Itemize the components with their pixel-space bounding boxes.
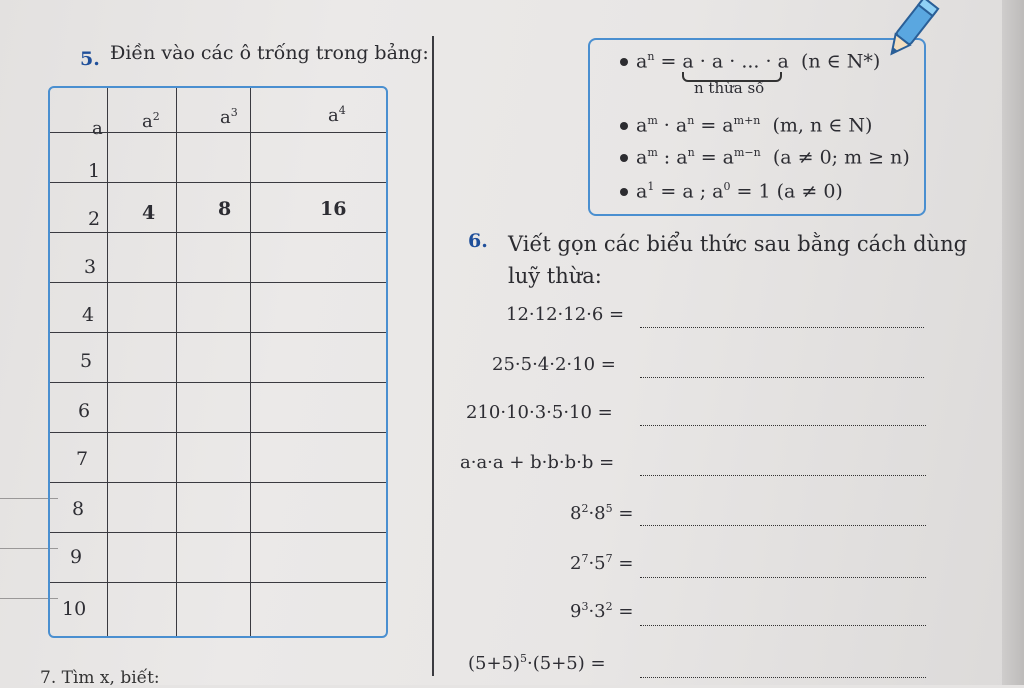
expression-4: a·a·a + b·b·b·b = bbox=[460, 452, 615, 473]
answer-blank[interactable] bbox=[640, 576, 926, 578]
table-row bbox=[50, 432, 386, 483]
row-a-value: 6 bbox=[78, 400, 91, 422]
expression-7: $9^3\cdot 3^2$ = bbox=[570, 600, 634, 622]
row-a-value: 9 bbox=[70, 546, 83, 568]
pencil-icon bbox=[870, 0, 940, 70]
formula-power-definition: $a^n = a \cdot a$ · ... · a (n ∈ N*) bbox=[620, 50, 880, 72]
expression-6: $2^7\cdot 5^7$ = bbox=[570, 552, 634, 574]
column-divider bbox=[432, 36, 434, 676]
page-edge bbox=[1002, 0, 1024, 685]
exercise5-number: 5. bbox=[80, 48, 100, 70]
row-a-value: 3 bbox=[84, 256, 97, 278]
row-a-value: 4 bbox=[82, 304, 95, 326]
row-a-value: 1 bbox=[88, 160, 101, 182]
table-row bbox=[50, 532, 386, 583]
row-a-value: 5 bbox=[80, 350, 93, 372]
row-a-value: 8 bbox=[72, 498, 85, 520]
answer-blank[interactable] bbox=[640, 376, 924, 378]
header-a3: $a^3$ bbox=[220, 106, 238, 128]
cell-a3: 8 bbox=[218, 198, 232, 220]
row-a-value: 10 bbox=[62, 598, 87, 620]
table-row bbox=[50, 482, 386, 533]
formula-product-rule: $a^m \cdot a^n = a^{m+n}$ (m, n ∈ N) bbox=[620, 114, 872, 136]
cell-a2: 4 bbox=[142, 202, 156, 224]
bullet-icon bbox=[620, 58, 628, 66]
header-a4: $a^4$ bbox=[328, 104, 346, 126]
bullet-icon bbox=[620, 188, 628, 196]
answer-blank[interactable] bbox=[640, 524, 926, 526]
table-row bbox=[50, 232, 386, 283]
exercise7-fragment: 7. Tìm x, biết: bbox=[40, 668, 160, 688]
table-row bbox=[50, 132, 386, 183]
answer-blank[interactable] bbox=[640, 676, 926, 678]
header-a2: $a^2$ bbox=[142, 110, 160, 132]
expression-3: 210·10·3·5·10 = bbox=[466, 402, 613, 423]
table-row bbox=[50, 382, 386, 433]
expression-2: 25·5·4·2·10 = bbox=[492, 354, 616, 375]
answer-blank[interactable] bbox=[640, 326, 924, 328]
expression-8: $(5+5)^5\cdot(5+5)$ = bbox=[468, 652, 606, 674]
table-row bbox=[50, 282, 386, 333]
powers-table bbox=[48, 86, 388, 638]
formula-quotient-rule: $a^m$ : $a^n = a^{m-n}$ (a ≠ 0; m ≥ n) bbox=[620, 146, 910, 168]
header-a: a bbox=[92, 118, 103, 139]
row-a-value: 2 bbox=[88, 208, 101, 230]
row-a-value: 7 bbox=[76, 448, 89, 470]
formula-special-powers: $a^1 = a$ ; $a^0 = 1$ (a ≠ 0) bbox=[620, 180, 843, 202]
bullet-icon bbox=[620, 154, 628, 162]
table-row bbox=[50, 332, 386, 383]
underbrace-label: n thừa số bbox=[694, 79, 765, 97]
expression-5: $8^2\cdot 8^5$ = bbox=[570, 502, 634, 524]
answer-blank[interactable] bbox=[640, 624, 926, 626]
answer-blank[interactable] bbox=[640, 474, 926, 476]
expression-1: 12·12·12·6 = bbox=[506, 304, 625, 325]
exercise6-number: 6. bbox=[468, 230, 488, 252]
bullet-icon bbox=[620, 122, 628, 130]
answer-blank[interactable] bbox=[640, 424, 926, 426]
cell-a4: 16 bbox=[320, 198, 347, 220]
exercise5-title: Điền vào các ô trống trong bảng: bbox=[110, 42, 429, 64]
exercise6-title: Viết gọn các biểu thức sau bằng cách dùng luỹ thừa: bbox=[508, 232, 968, 288]
